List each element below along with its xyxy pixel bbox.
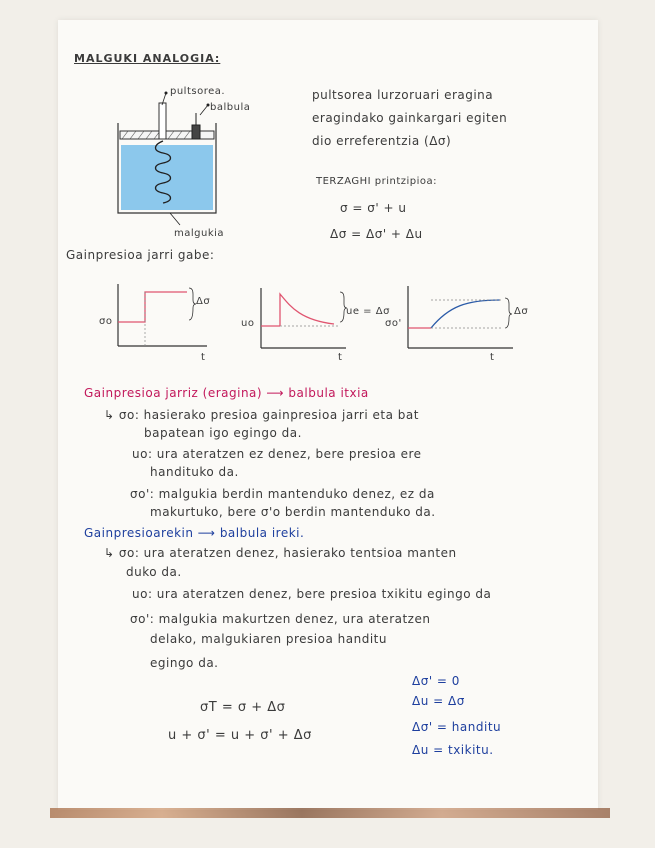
right-text-line2: eragindako gainkargari egiten	[312, 111, 508, 125]
graph1-ylabel: σo	[99, 316, 113, 327]
spring-analogy-diagram	[108, 85, 218, 225]
bottom-eq2: u + σ' = u + σ' + Δσ	[168, 728, 312, 743]
right-text-line1: pultsorea lurzoruari eragina	[312, 88, 494, 102]
section1-se-line1: σo': malgukia berdin mantenduko denez, ez da	[130, 487, 435, 501]
section2-u-line1: uo: ura ateratzen denez, bere presioa txikitu egingo da	[132, 587, 492, 601]
graph3-ylabel: σo'	[385, 318, 402, 329]
section1-se-line2: makurtuko, bere σ'o berdin mantenduko da.	[150, 505, 436, 519]
graph2-delta: ue = Δσ	[346, 306, 390, 317]
section2-se-line3: egingo da.	[150, 656, 219, 670]
section2-s0-line1: ↳ σo: ura ateratzen denez, hasierako tentsioa manten	[104, 546, 457, 560]
terzaghi-title: TERZAGHI printzipioa:	[316, 176, 438, 187]
graph2-ylabel: uo	[241, 318, 255, 329]
result-1: Δσ' = 0	[412, 674, 460, 688]
section1-title: Gainpresioa jarriz (eragina) ⟶ balbula itxia	[84, 386, 369, 400]
terzaghi-eq1: σ = σ' + u	[340, 201, 407, 215]
bottom-eq1: σT = σ + Δσ	[200, 700, 286, 715]
terzaghi-eq2: Δσ = Δσ' + Δu	[330, 227, 423, 241]
graph3-delta: Δσ	[514, 306, 529, 317]
section1-u-line2: handituko da.	[150, 465, 239, 479]
result-2: Δu = Δσ	[412, 694, 465, 708]
graph-total-stress	[115, 284, 210, 354]
graph-effective-stress	[405, 286, 515, 356]
gain-jarri-gabe-label: Gainpresioa jarri gabe:	[66, 248, 215, 262]
label-malgukia: malgukia	[174, 228, 225, 239]
section2-title: Gainpresioarekin ⟶ balbula ireki.	[84, 526, 305, 540]
result-3: Δσ' = handitu	[412, 720, 502, 734]
section2-se-line1: σo': malgukia makurtzen denez, ura ateratzen	[130, 612, 431, 626]
graph2-xlabel: t	[338, 352, 343, 363]
section2-s0-line2: duko da.	[126, 565, 182, 579]
graph3-xlabel: t	[490, 352, 495, 363]
graph1-xlabel: t	[201, 352, 206, 363]
graph1-delta: Δσ	[196, 296, 211, 307]
right-text-line3: dio erreferentzia (Δσ)	[312, 134, 452, 148]
section2-se-line2: delako, malgukiaren presioa handitu	[150, 632, 387, 646]
section1-s0-line1: ↳ σo: hasierako presioa gainpresioa jarri eta bat	[104, 408, 419, 422]
page-heading: MALGUKI ANALOGIA:	[74, 52, 221, 65]
label-balbula: balbula	[210, 102, 251, 113]
section1-s0-line2: bapatean igo egingo da.	[144, 426, 302, 440]
bottom-edge-strip	[50, 808, 610, 818]
result-4: Δu = txikitu.	[412, 743, 494, 757]
section1-u-line1: uo: ura ateratzen ez denez, bere presioa ere	[132, 447, 422, 461]
label-pultsorea: pultsorea.	[170, 86, 226, 97]
graph-pore-pressure	[258, 288, 348, 356]
